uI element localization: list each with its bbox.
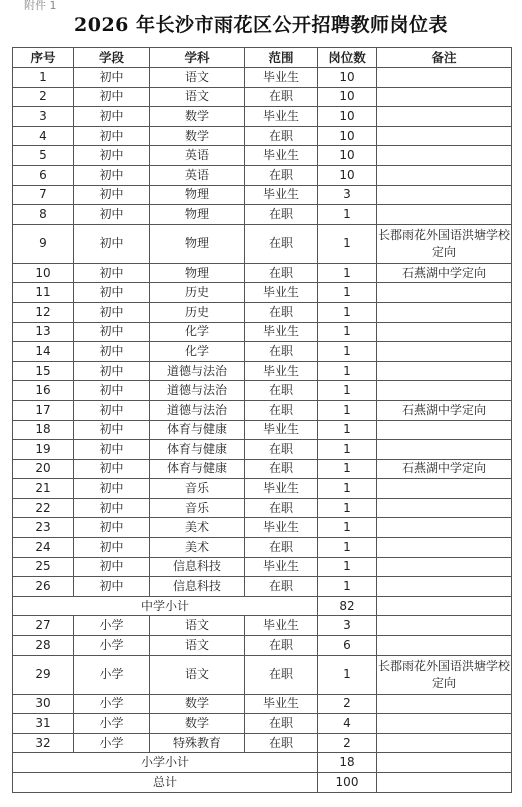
cell-count: 6 [318, 636, 377, 656]
cell-scope: 在职 [245, 224, 318, 263]
header-scope: 范围 [245, 48, 318, 68]
cell-subject: 历史 [150, 302, 245, 322]
table-row [13, 107, 512, 127]
cell-stage: 初中 [74, 479, 150, 499]
cell-subject: 数学 [150, 126, 245, 146]
table-row [13, 557, 512, 577]
cell-stage: 初中 [74, 361, 150, 381]
cell-scope: 在职 [245, 655, 318, 694]
subtotal-note [377, 596, 512, 616]
cell-no: 5 [13, 146, 74, 166]
cell-count: 1 [318, 381, 377, 401]
cell-scope: 毕业生 [245, 107, 318, 127]
cell-no: 4 [13, 126, 74, 146]
cell-note [377, 107, 512, 127]
page-title: 2026 年长沙市雨花区公开招聘教师岗位表 [74, 14, 448, 36]
cell-stage: 初中 [74, 165, 150, 185]
cell-count: 10 [318, 68, 377, 88]
cell-scope: 毕业生 [245, 479, 318, 499]
cell-count: 1 [318, 498, 377, 518]
cell-stage: 小学 [74, 714, 150, 734]
cell-stage: 初中 [74, 342, 150, 362]
cell-stage: 初中 [74, 302, 150, 322]
cell-no: 10 [13, 263, 74, 283]
cell-count: 1 [318, 263, 377, 283]
cell-note [377, 694, 512, 714]
table-row [13, 714, 512, 734]
cell-no: 24 [13, 538, 74, 558]
cell-subject: 信息科技 [150, 557, 245, 577]
subtotal-note [377, 773, 512, 793]
table-row [13, 263, 512, 283]
table-row [13, 205, 512, 225]
cell-count: 10 [318, 146, 377, 166]
cell-no: 26 [13, 577, 74, 597]
table-body [13, 68, 512, 793]
cell-no: 1 [13, 68, 74, 88]
cell-stage: 小学 [74, 733, 150, 753]
cell-no: 20 [13, 459, 74, 479]
table-header-row [13, 48, 512, 68]
cell-note [377, 342, 512, 362]
subtotal-count: 100 [318, 773, 377, 793]
table-row [13, 733, 512, 753]
cell-stage: 初中 [74, 205, 150, 225]
table-row [13, 577, 512, 597]
header-no: 序号 [13, 48, 74, 68]
subtotal-label: 总计 [13, 773, 318, 793]
subtotal-row [13, 596, 512, 616]
table-row [13, 68, 512, 88]
cell-count: 4 [318, 714, 377, 734]
cell-count: 1 [318, 302, 377, 322]
cell-count: 1 [318, 577, 377, 597]
cell-scope: 在职 [245, 263, 318, 283]
cell-count: 1 [318, 538, 377, 558]
cell-no: 7 [13, 185, 74, 205]
cell-count: 10 [318, 107, 377, 127]
cell-no: 32 [13, 733, 74, 753]
cell-subject: 语文 [150, 87, 245, 107]
positions-table [12, 47, 512, 793]
cell-note: 长郡雨花外国语洪塘学校定向 [377, 224, 512, 263]
cell-stage: 小学 [74, 694, 150, 714]
subtotal-note [377, 753, 512, 773]
cell-count: 1 [318, 479, 377, 499]
cell-stage: 小学 [74, 636, 150, 656]
cell-count: 1 [318, 459, 377, 479]
cell-count: 1 [318, 283, 377, 303]
cell-subject: 音乐 [150, 498, 245, 518]
cell-subject: 体育与健康 [150, 440, 245, 460]
cell-no: 27 [13, 616, 74, 636]
cell-count: 1 [318, 557, 377, 577]
table-row [13, 224, 512, 263]
cell-count: 1 [318, 400, 377, 420]
table-row [13, 655, 512, 694]
cell-scope: 毕业生 [245, 283, 318, 303]
cell-no: 8 [13, 205, 74, 225]
cell-note [377, 420, 512, 440]
cell-scope: 在职 [245, 714, 318, 734]
cell-stage: 初中 [74, 263, 150, 283]
cell-note [377, 636, 512, 656]
cell-scope: 在职 [245, 577, 318, 597]
cell-count: 1 [318, 205, 377, 225]
cell-note [377, 479, 512, 499]
cell-subject: 化学 [150, 322, 245, 342]
subtotal-label: 中学小计 [13, 596, 318, 616]
cell-note [377, 518, 512, 538]
cell-count: 1 [318, 224, 377, 263]
cell-subject: 英语 [150, 146, 245, 166]
cell-no: 13 [13, 322, 74, 342]
cell-subject: 物理 [150, 263, 245, 283]
cell-no: 14 [13, 342, 74, 362]
cell-count: 3 [318, 616, 377, 636]
cell-stage: 初中 [74, 459, 150, 479]
cell-stage: 初中 [74, 440, 150, 460]
cell-scope: 毕业生 [245, 68, 318, 88]
cell-stage: 初中 [74, 400, 150, 420]
cell-no: 28 [13, 636, 74, 656]
cell-scope: 毕业生 [245, 322, 318, 342]
cell-subject: 语文 [150, 655, 245, 694]
cell-stage: 初中 [74, 146, 150, 166]
cell-no: 31 [13, 714, 74, 734]
cell-count: 1 [318, 342, 377, 362]
cell-no: 12 [13, 302, 74, 322]
table-row [13, 616, 512, 636]
header-count: 岗位数 [318, 48, 377, 68]
cell-note: 石燕湖中学定向 [377, 459, 512, 479]
cell-subject: 音乐 [150, 479, 245, 499]
cell-scope: 在职 [245, 440, 318, 460]
cell-no: 23 [13, 518, 74, 538]
cell-note [377, 381, 512, 401]
table-row [13, 381, 512, 401]
cell-note [377, 557, 512, 577]
cell-no: 15 [13, 361, 74, 381]
cell-note [377, 440, 512, 460]
cell-subject: 信息科技 [150, 577, 245, 597]
table-row [13, 420, 512, 440]
cell-note [377, 302, 512, 322]
cell-stage: 小学 [74, 655, 150, 694]
cell-scope: 毕业生 [245, 146, 318, 166]
header-note: 备注 [377, 48, 512, 68]
cell-subject: 道德与法治 [150, 400, 245, 420]
cell-no: 3 [13, 107, 74, 127]
cell-note [377, 616, 512, 636]
header-subject: 学科 [150, 48, 245, 68]
table-row [13, 87, 512, 107]
cell-scope: 在职 [245, 342, 318, 362]
table-row [13, 342, 512, 362]
cell-stage: 初中 [74, 557, 150, 577]
cell-stage: 初中 [74, 126, 150, 146]
cell-scope: 毕业生 [245, 694, 318, 714]
cell-no: 29 [13, 655, 74, 694]
cell-scope: 毕业生 [245, 557, 318, 577]
cell-subject: 数学 [150, 694, 245, 714]
subtotal-row [13, 773, 512, 793]
cell-subject: 道德与法治 [150, 361, 245, 381]
cell-scope: 在职 [245, 498, 318, 518]
cell-count: 1 [318, 361, 377, 381]
cell-scope: 毕业生 [245, 420, 318, 440]
cell-no: 25 [13, 557, 74, 577]
table-row [13, 636, 512, 656]
table-row [13, 400, 512, 420]
cell-stage: 初中 [74, 107, 150, 127]
cell-no: 21 [13, 479, 74, 499]
cell-note: 石燕湖中学定向 [377, 263, 512, 283]
cell-count: 1 [318, 655, 377, 694]
cell-note [377, 361, 512, 381]
cell-stage: 初中 [74, 498, 150, 518]
cell-stage: 初中 [74, 68, 150, 88]
cell-stage: 初中 [74, 283, 150, 303]
cell-no: 16 [13, 381, 74, 401]
table-row [13, 126, 512, 146]
cell-note [377, 577, 512, 597]
cell-count: 10 [318, 87, 377, 107]
cell-subject: 语文 [150, 636, 245, 656]
cell-scope: 在职 [245, 733, 318, 753]
table-row [13, 361, 512, 381]
cell-subject: 数学 [150, 714, 245, 734]
cell-note [377, 714, 512, 734]
cell-note: 长郡雨花外国语洪塘学校定向 [377, 655, 512, 694]
table-row [13, 518, 512, 538]
cell-count: 1 [318, 518, 377, 538]
cell-note [377, 185, 512, 205]
cell-count: 3 [318, 185, 377, 205]
cell-scope: 在职 [245, 205, 318, 225]
cell-count: 1 [318, 420, 377, 440]
cell-note [377, 322, 512, 342]
cell-note [377, 165, 512, 185]
cell-scope: 在职 [245, 459, 318, 479]
table-row [13, 283, 512, 303]
cell-note [377, 87, 512, 107]
cell-stage: 小学 [74, 616, 150, 636]
cell-count: 2 [318, 694, 377, 714]
cell-no: 17 [13, 400, 74, 420]
subtotal-label: 小学小计 [13, 753, 318, 773]
cell-count: 1 [318, 322, 377, 342]
cell-stage: 初中 [74, 322, 150, 342]
cell-scope: 在职 [245, 400, 318, 420]
cell-stage: 初中 [74, 381, 150, 401]
cell-subject: 语文 [150, 616, 245, 636]
cell-scope: 在职 [245, 165, 318, 185]
table-row [13, 302, 512, 322]
cell-subject: 物理 [150, 224, 245, 263]
cell-stage: 初中 [74, 577, 150, 597]
cell-stage: 初中 [74, 87, 150, 107]
cell-stage: 初中 [74, 538, 150, 558]
subtotal-count: 18 [318, 753, 377, 773]
cell-note [377, 498, 512, 518]
cell-count: 10 [318, 126, 377, 146]
cell-scope: 在职 [245, 636, 318, 656]
cell-subject: 化学 [150, 342, 245, 362]
cell-stage: 初中 [74, 185, 150, 205]
cell-subject: 物理 [150, 205, 245, 225]
cell-no: 11 [13, 283, 74, 303]
cell-subject: 数学 [150, 107, 245, 127]
cell-note [377, 283, 512, 303]
cell-subject: 美术 [150, 518, 245, 538]
cell-count: 2 [318, 733, 377, 753]
table-row [13, 479, 512, 499]
cell-subject: 英语 [150, 165, 245, 185]
cell-no: 9 [13, 224, 74, 263]
cell-scope: 在职 [245, 302, 318, 322]
subtotal-count: 82 [318, 596, 377, 616]
cell-scope: 在职 [245, 126, 318, 146]
table-row [13, 694, 512, 714]
cell-no: 2 [13, 87, 74, 107]
cell-scope: 在职 [245, 538, 318, 558]
cell-subject: 语文 [150, 68, 245, 88]
cell-no: 30 [13, 694, 74, 714]
table-row [13, 440, 512, 460]
cell-scope: 在职 [245, 87, 318, 107]
cell-subject: 美术 [150, 538, 245, 558]
attachment-label: 附件 1 [24, 0, 57, 12]
table-row [13, 322, 512, 342]
cell-scope: 毕业生 [245, 518, 318, 538]
table-row [13, 538, 512, 558]
cell-no: 22 [13, 498, 74, 518]
cell-count: 10 [318, 165, 377, 185]
cell-scope: 在职 [245, 381, 318, 401]
cell-subject: 体育与健康 [150, 459, 245, 479]
cell-scope: 毕业生 [245, 616, 318, 636]
table-row [13, 165, 512, 185]
table-row [13, 185, 512, 205]
cell-note [377, 68, 512, 88]
cell-note [377, 146, 512, 166]
cell-scope: 毕业生 [245, 361, 318, 381]
cell-stage: 初中 [74, 518, 150, 538]
cell-subject: 特殊教育 [150, 733, 245, 753]
cell-note [377, 538, 512, 558]
cell-subject: 道德与法治 [150, 381, 245, 401]
cell-scope: 毕业生 [245, 185, 318, 205]
cell-no: 19 [13, 440, 74, 460]
table-row [13, 146, 512, 166]
cell-note [377, 733, 512, 753]
cell-no: 18 [13, 420, 74, 440]
subtotal-row [13, 753, 512, 773]
cell-note: 石燕湖中学定向 [377, 400, 512, 420]
table-row [13, 498, 512, 518]
cell-stage: 初中 [74, 224, 150, 263]
cell-subject: 体育与健康 [150, 420, 245, 440]
table-row [13, 459, 512, 479]
cell-no: 6 [13, 165, 74, 185]
cell-stage: 初中 [74, 420, 150, 440]
cell-note [377, 205, 512, 225]
cell-count: 1 [318, 440, 377, 460]
header-stage: 学段 [74, 48, 150, 68]
cell-subject: 物理 [150, 185, 245, 205]
cell-note [377, 126, 512, 146]
cell-subject: 历史 [150, 283, 245, 303]
